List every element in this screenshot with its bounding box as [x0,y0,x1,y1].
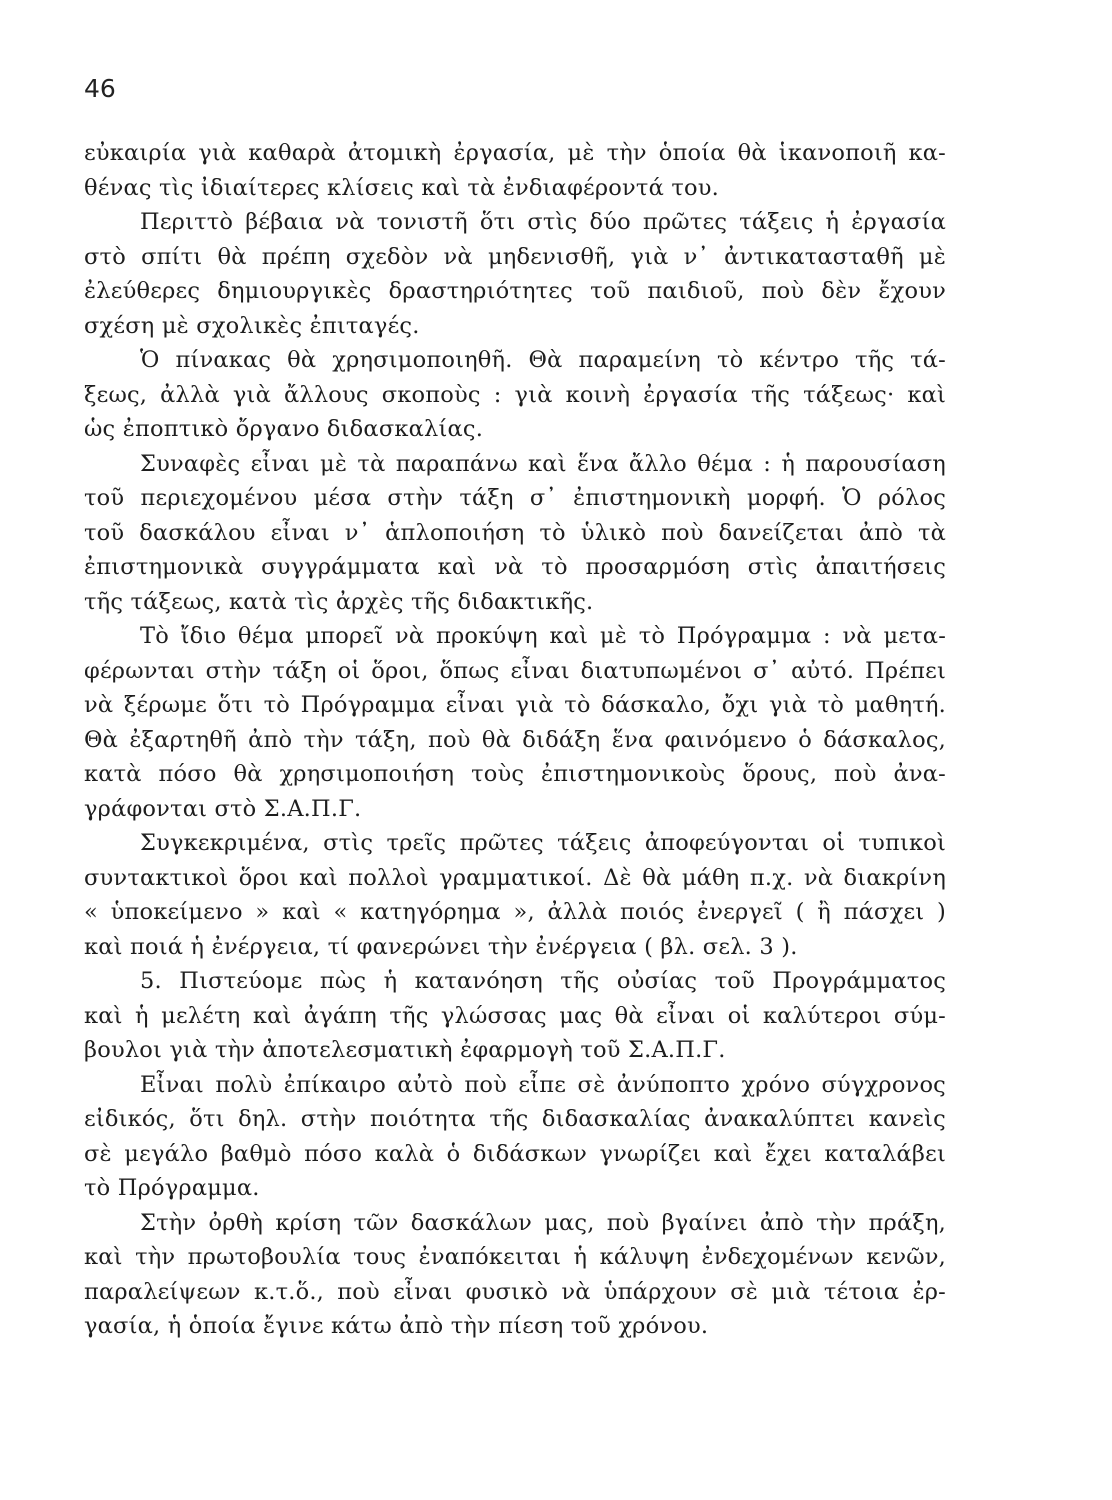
text-line: ἐλεύθερες δημιουργικὲς δραστηριότητες τοῦ παιδιοῦ, ποὺ δὲν ἔχουν [84,278,946,304]
text-line: σὲ μεγάλο βαθμὸ πόσο καλὰ ὁ διδάσκων γνωρίζει καὶ ἔχει καταλάβει [84,1140,946,1167]
text-line: στὸ σπίτι θὰ πρέπη σχεδὸν νὰ μηδενισθῆ, γιὰ ν᾽ ἀντικατασταθῆ μὲ [84,243,946,270]
text-line: Ὁ πίνακας θὰ χρησιμοποιηθῆ. Θὰ παραμείνη τὸ κέντρο τῆς τά- [140,347,946,373]
text-line: Εἶναι πολὺ ἐπίκαιρο αὐτὸ ποὺ εἶπε σὲ ἀνύποπτο χρόνο σύγχρονος [140,1071,946,1098]
text-line: Περιττὸ βέβαια νὰ τονιστῆ ὅτι στὶς δύο πρῶτες τάξεις ἡ ἐργασία [140,209,946,235]
text-line: Θὰ ἐξαρτηθῆ ἀπὸ τὴν τάξη, ποὺ θὰ διδάξη ἕνα φαινόμενο ὁ δάσκαλος, [84,726,946,753]
text-line: ξεως, ἀλλὰ γιὰ ἄλλους σκοποὺς : γιὰ κοινὴ ἐργασία τῆς τάξεως· καὶ [84,381,946,408]
text-line: Συγκεκριμένα, στὶς τρεῖς πρῶτες τάξεις ἀποφεύγονται οἱ τυπικοὶ [140,830,946,856]
text-line: τοῦ δασκάλου εἶναι ν᾽ ἁπλοποιήση τὸ ὑλικὸ ποὺ δανείζεται ἀπὸ τὰ [84,519,946,546]
page-number: 46 [84,74,116,103]
body-text [84,136,946,1344]
text-line: καὶ τὴν πρωτοβουλία τους ἐναπόκειται ἡ κάλυψη ἐνδεχομένων κενῶν, [84,1244,946,1270]
text-line: γασία, ἡ ὁποία ἔγινε κάτω ἀπὸ τὴν πίεση τοῦ χρόνου. [84,1313,709,1339]
text-line: φέρωνται στὴν τάξη οἱ ὅροι, ὅπως εἶναι διατυπωμένοι σ᾽ αὐτό. Πρέπει [84,657,946,684]
text-line: Συναφὲς εἶναι μὲ τὰ παραπάνω καὶ ἕνα ἄλλο θέμα : ἡ παρουσίαση [140,450,946,477]
text-line: συντακτικοὶ ὅροι καὶ πολλοὶ γραμματικοί. Δὲ θὰ μάθη π.χ. νὰ διακρίνη [84,864,946,891]
text-line: θένας τὶς ἰδιαίτερες κλίσεις καὶ τὰ ἐνδιαφέροντά του. [84,174,719,201]
text-line: ὡς ἐποπτικὸ ὄργανο διδασκαλίας. [84,416,484,442]
text-line: καὶ ἡ μελέτη καὶ ἀγάπη τῆς γλώσσας μας θὰ εἶναι οἱ καλύτεροι σύμ- [84,1002,946,1029]
text-line: σχέση μὲ σχολικὲς ἐπιταγές. [84,312,420,339]
text-line: Τὸ ἴδιο θέμα μπορεῖ νὰ προκύψη καὶ μὲ τὸ Πρόγραμμα : νὰ μετα- [140,623,946,649]
text-line: καὶ ποιά ἡ ἐνέργεια, τί φανερώνει τὴν ἐνέργεια ( βλ. σελ. 3 ). [84,933,798,960]
text-line: τὸ Πρόγραμμα. [84,1175,260,1201]
text-line: νὰ ξέρωμε ὅτι τὸ Πρόγραμμα εἶναι γιὰ τὸ δάσκαλο, ὄχι γιὰ τὸ μαθητή. [84,692,946,718]
text-line: 5. Πιστεύομε πὼς ἡ κατανόηση τῆς οὐσίας τοῦ Προγράμματος [140,968,946,994]
text-line: παραλείψεων κ.τ.ὅ., ποὺ εἶναι φυσικὸ νὰ ὑπάρχουν σὲ μιὰ τέτοια ἐρ- [84,1278,946,1305]
text-line: βουλοι γιὰ τὴν ἀποτελεσματικὴ ἐφαρμογὴ τοῦ Σ.Α.Π.Γ. [84,1037,726,1063]
text-line: « ὑποκείμενο » καὶ « κατηγόρημα », ἀλλὰ ποιός ἐνεργεῖ ( ἢ πάσχει ) [84,899,946,925]
text-line: τῆς τάξεως, κατὰ τὶς ἀρχὲς τῆς διδακτικῆς. [84,588,594,615]
text-line: κατὰ πόσο θὰ χρησιμοποιήση τοὺς ἐπιστημονικοὺς ὅρους, ποὺ ἀνα- [84,761,946,787]
text-line: γράφονται στὸ Σ.Α.Π.Γ. [84,795,362,822]
text-line: Στὴν ὀρθὴ κρίση τῶν δασκάλων μας, ποὺ βγαίνει ἀπὸ τὴν πράξη, [140,1209,946,1236]
text-line: εἰδικός, ὅτι δηλ. στὴν ποιότητα τῆς διδασκαλίας ἀνακαλύπτει κανεὶς [84,1106,946,1132]
text-line: τοῦ περιεχομένου μέσα στὴν τάξη σ᾽ ἐπιστημονικὴ μορφή. Ὁ ρόλος [84,485,946,511]
text-line: ἐπιστημονικὰ συγγράμματα καὶ νὰ τὸ προσαρμόση στὶς ἀπαιτήσεις [84,554,946,580]
text-line: εὐκαιρία γιὰ καθαρὰ ἀτομικὴ ἐργασία, μὲ τὴν ὁποία θὰ ἱκανοποιῆ κα- [84,140,946,166]
